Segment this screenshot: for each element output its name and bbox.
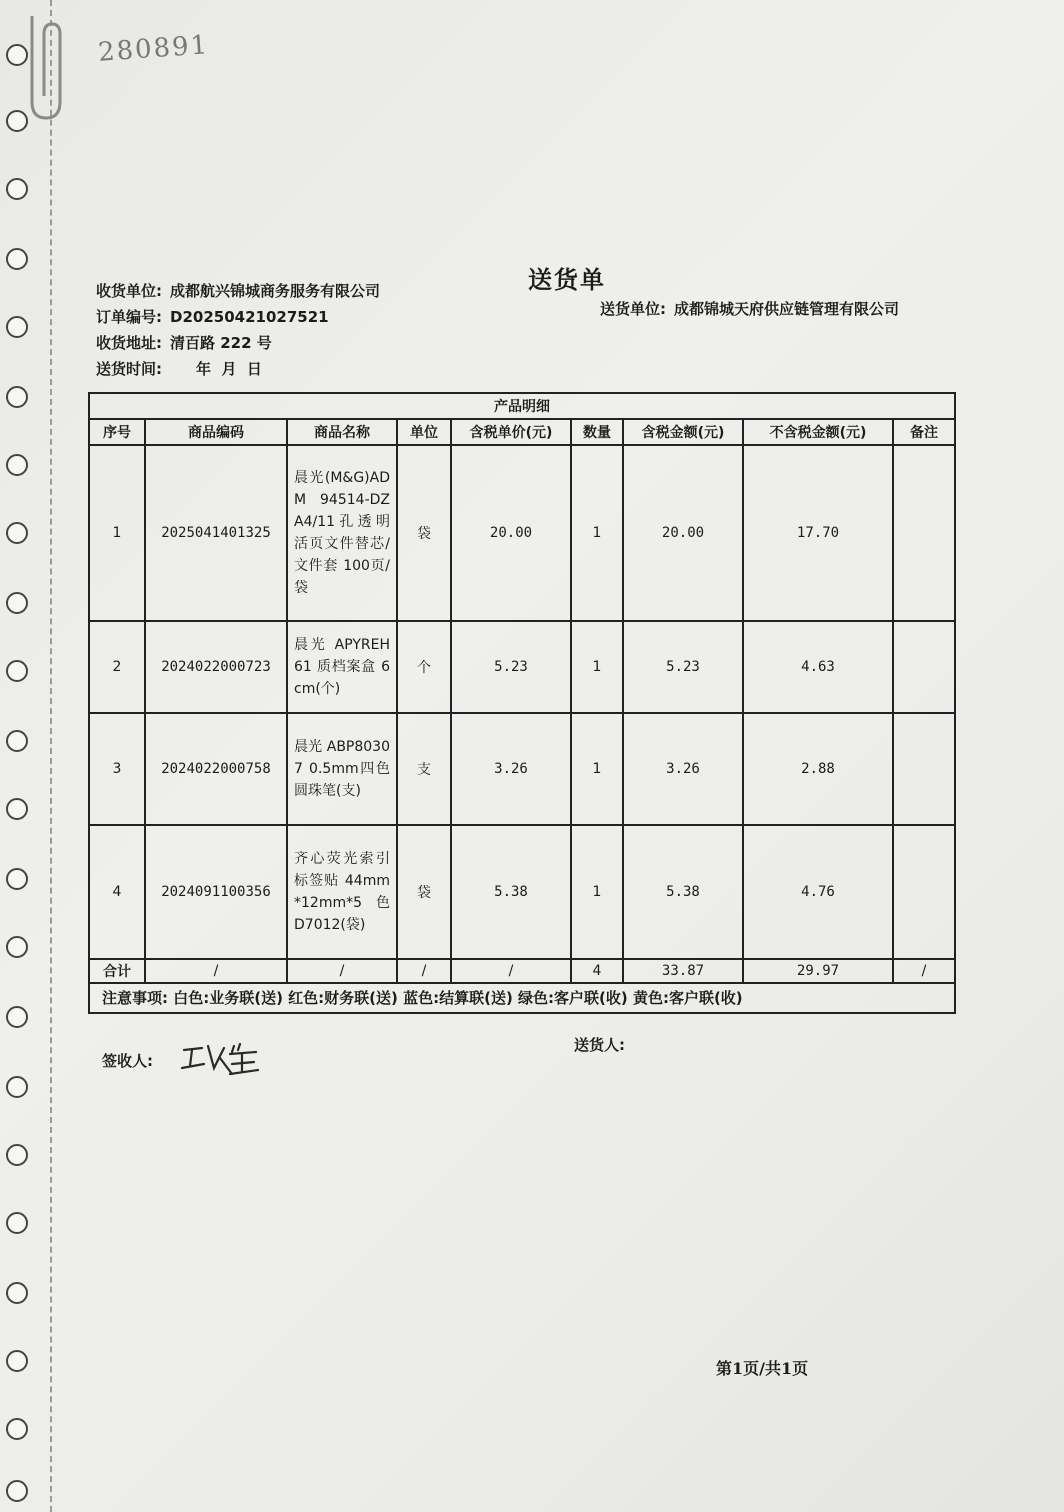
document-title: 送货单: [528, 266, 606, 294]
total-unit: /: [397, 959, 451, 983]
row-unit: 袋: [397, 825, 451, 959]
feed-hole: [6, 1006, 28, 1028]
time-value: 年 月 日: [196, 360, 262, 378]
address-value: 清百路 222 号: [170, 334, 272, 352]
row-unit: 支: [397, 713, 451, 825]
row-amount-ex: 4.76: [743, 825, 893, 959]
row-remark: [893, 825, 955, 959]
feed-hole: [6, 868, 28, 890]
table-row: [89, 713, 955, 825]
sender-label: 送货单位:: [600, 300, 666, 318]
col-header-amount-ex: 不含税金额(元): [743, 419, 893, 445]
row-no: 4: [89, 825, 145, 959]
sender-line: [600, 298, 899, 319]
page-number: 第1页/共1页: [716, 1359, 809, 1378]
deliverer-label: 送货人:: [574, 1036, 625, 1054]
row-no: 3: [89, 713, 145, 825]
row-unit: 袋: [397, 445, 451, 621]
total-name: /: [287, 959, 397, 983]
feed-hole: [6, 178, 28, 200]
row-price: 3.26: [451, 713, 571, 825]
row-price: 5.38: [451, 825, 571, 959]
row-amount-ex: 2.88: [743, 713, 893, 825]
row-name: 晨光(M&G)ADM 94514-DZ A4/11孔透明活页文件替芯/文件套 100页/袋: [287, 445, 397, 621]
feed-hole: [6, 386, 28, 408]
feed-hole: [6, 454, 28, 476]
notes-row: [89, 983, 955, 1013]
row-no: 2: [89, 621, 145, 713]
row-amount: 5.38: [623, 825, 743, 959]
col-header-amount: 含税金额(元): [623, 419, 743, 445]
feed-hole: [6, 1480, 28, 1502]
row-remark: [893, 621, 955, 713]
address-line: [96, 332, 272, 353]
total-label: 合计: [89, 959, 145, 983]
time-line: [96, 358, 262, 379]
total-qty: 4: [571, 959, 623, 983]
row-amount: 3.26: [623, 713, 743, 825]
feed-hole: [6, 316, 28, 338]
row-qty: 1: [571, 713, 623, 825]
row-remark: [893, 445, 955, 621]
row-code: 2024022000723: [145, 621, 287, 713]
row-name: 齐心荧光索引标签贴 44mm*12mm*5色 D7012(袋): [287, 825, 397, 959]
feed-hole: [6, 248, 28, 270]
total-amount-ex: 29.97: [743, 959, 893, 983]
col-header-no: 序号: [89, 419, 145, 445]
row-no: 1: [89, 445, 145, 621]
handwritten-signature: [180, 1038, 260, 1080]
col-header-remark: 备注: [893, 419, 955, 445]
total-price: /: [451, 959, 571, 983]
total-amount: 33.87: [623, 959, 743, 983]
receiver-line: [96, 280, 380, 301]
feed-hole: [6, 1212, 28, 1234]
table-row: [89, 445, 955, 621]
table-row: [89, 825, 955, 959]
row-name: 晨光 APYREH61 质档案盒 6cm(个): [287, 621, 397, 713]
col-header-price: 含税单价(元): [451, 419, 571, 445]
handwritten-note: 280891: [97, 30, 211, 68]
time-label: 送货时间:: [96, 360, 162, 378]
row-name: 晨光 ABP80307 0.5mm四色圆珠笔(支): [287, 713, 397, 825]
feed-hole: [6, 1144, 28, 1166]
feed-hole: [6, 798, 28, 820]
address-label: 收货地址:: [96, 334, 162, 352]
feed-hole: [6, 1076, 28, 1098]
feed-hole: [6, 1350, 28, 1372]
feed-hole: [6, 660, 28, 682]
row-amount: 5.23: [623, 621, 743, 713]
feed-hole: [6, 1282, 28, 1304]
col-header-unit: 单位: [397, 419, 451, 445]
feed-hole: [6, 592, 28, 614]
row-amount-ex: 17.70: [743, 445, 893, 621]
row-remark: [893, 713, 955, 825]
product-table: [88, 392, 956, 1014]
table-caption: 产品明细: [89, 393, 955, 419]
table-row: [89, 621, 955, 713]
feed-hole: [6, 522, 28, 544]
feed-hole: [6, 1418, 28, 1440]
col-header-code: 商品编码: [145, 419, 287, 445]
sender-value: 成都锦城天府供应链管理有限公司: [674, 300, 900, 318]
table-header-row: [89, 419, 955, 445]
row-code: 2025041401325: [145, 445, 287, 621]
total-remark: /: [893, 959, 955, 983]
feed-hole: [6, 936, 28, 958]
row-unit: 个: [397, 621, 451, 713]
notes-text: 注意事项: 白色:业务联(送) 红色:财务联(送) 蓝色:结算联(送) 绿色:客户联(收) 黄色:客户联(收): [89, 983, 955, 1013]
product-table-wrap: [88, 392, 954, 1014]
order-number: D20250421027521: [170, 308, 329, 326]
feed-hole: [6, 730, 28, 752]
order-label: 订单编号:: [96, 308, 162, 326]
row-qty: 1: [571, 621, 623, 713]
row-code: 2024091100356: [145, 825, 287, 959]
row-price: 5.23: [451, 621, 571, 713]
paper-clip-icon: [24, 12, 72, 124]
order-line: [96, 306, 329, 327]
col-header-qty: 数量: [571, 419, 623, 445]
total-row: [89, 959, 955, 983]
row-amount-ex: 4.63: [743, 621, 893, 713]
row-price: 20.00: [451, 445, 571, 621]
signer-label: 签收人:: [102, 1052, 153, 1070]
total-code: /: [145, 959, 287, 983]
row-qty: 1: [571, 825, 623, 959]
row-qty: 1: [571, 445, 623, 621]
receiver-label: 收货单位:: [96, 282, 162, 300]
row-code: 2024022000758: [145, 713, 287, 825]
col-header-name: 商品名称: [287, 419, 397, 445]
receiver-value: 成都航兴锦城商务服务有限公司: [170, 282, 381, 300]
row-amount: 20.00: [623, 445, 743, 621]
